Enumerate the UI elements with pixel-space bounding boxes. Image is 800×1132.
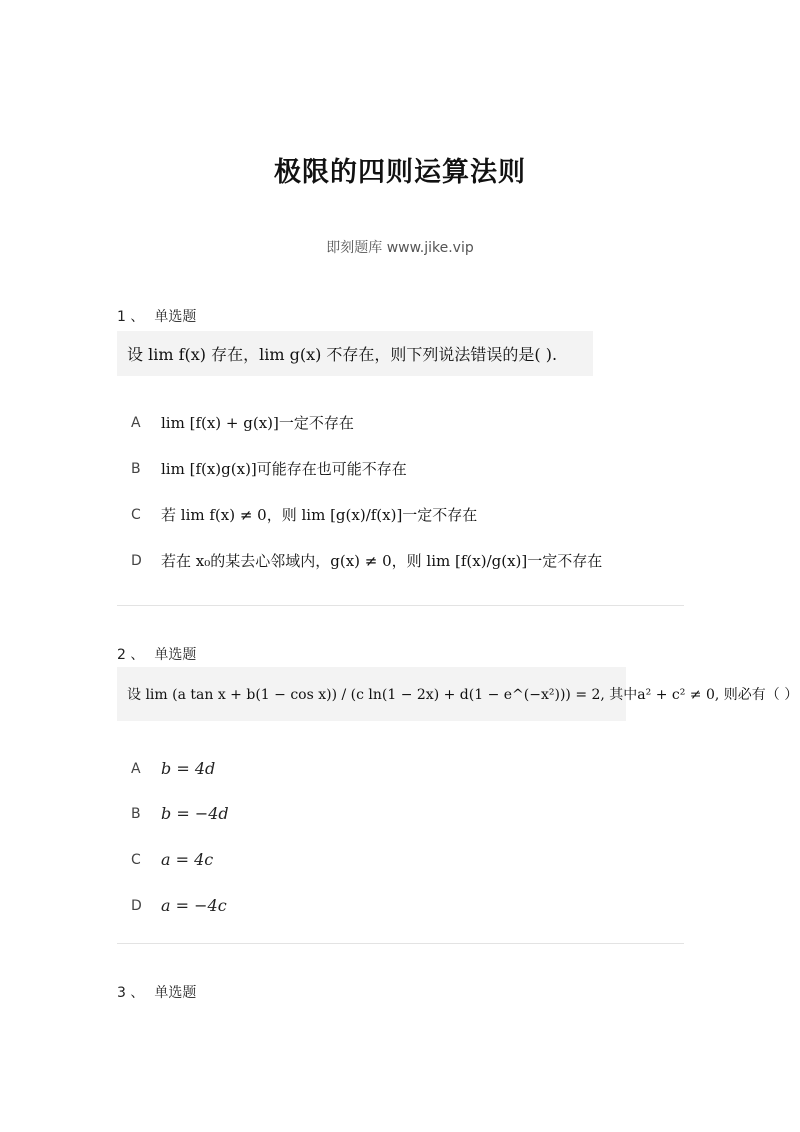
option-letter: A [131, 760, 141, 777]
option-letter: C [131, 506, 141, 523]
option-text: lim [f(x) + g(x)]一定不存在 [161, 414, 354, 432]
option-c[interactable] [131, 504, 477, 525]
option-text: lim [f(x)g(x)]可能存在也可能不存在 [161, 460, 407, 478]
option-text: b = 4d [161, 759, 216, 778]
question-type: 单选题 [154, 647, 197, 663]
source-line[interactable]: 即刻题库 www.jike.vip [326, 240, 474, 256]
option-b[interactable] [131, 458, 407, 479]
option-text: 若在 x₀的某去心邻域内，g(x) ≠ 0，则 lim [f(x)/g(x)]一定不存在 [161, 552, 603, 570]
option-d[interactable] [131, 896, 227, 915]
question-number: 1 、 [117, 309, 145, 325]
option-a[interactable] [131, 412, 354, 433]
option-letter: B [131, 805, 141, 822]
option-text: a = 4c [161, 850, 214, 869]
option-letter: B [131, 460, 141, 477]
option-c[interactable] [131, 850, 213, 869]
option-d[interactable] [131, 550, 602, 571]
option-text: a = −4c [161, 896, 227, 915]
question-header [117, 306, 196, 326]
option-letter: D [131, 897, 142, 914]
option-text: b = −4d [161, 804, 229, 823]
option-a[interactable] [131, 759, 215, 778]
question-number: 2 、 [117, 647, 145, 663]
option-text: 若 lim f(x) ≠ 0，则 lim [g(x)/f(x)]一定不存在 [161, 506, 478, 524]
page-title: 极限的四则运算法则 [274, 157, 526, 188]
question-type: 单选题 [154, 309, 197, 325]
question-header [117, 982, 196, 1002]
question-stem: 设 lim f(x) 存在，lim g(x) 不存在，则下列说法错误的是( ). [117, 331, 593, 376]
divider [117, 943, 684, 944]
question-stem: 设 lim (a tan x + b(1 − cos x)) / (c ln(1 − 2x) + d(1 − e^(−x²))) = 2, 其中a² + c² ≠ 0, 则必有（ ） [117, 667, 626, 721]
option-letter: A [131, 414, 141, 431]
option-letter: D [131, 552, 142, 569]
question-number: 3 、 [117, 985, 145, 1001]
question-type: 单选题 [154, 985, 197, 1001]
option-b[interactable] [131, 804, 229, 823]
divider [117, 605, 684, 606]
option-letter: C [131, 851, 141, 868]
question-header [117, 644, 196, 664]
